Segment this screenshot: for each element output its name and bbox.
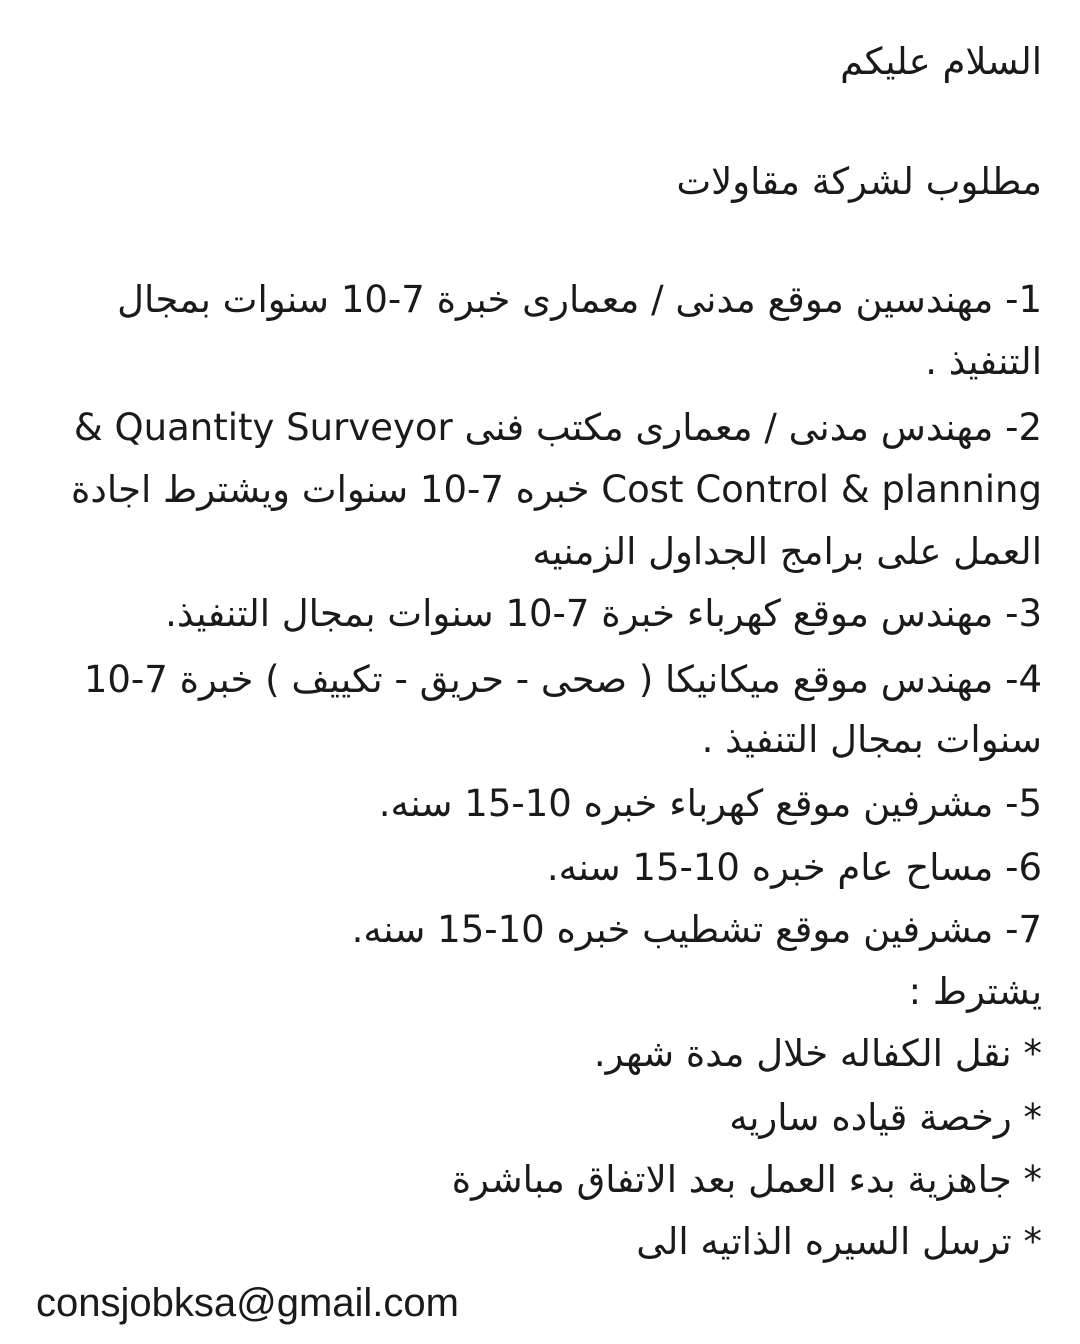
- position-7-line-1: 7- مشرفين موقع تشطيب خبره 10-15 سنه.: [351, 908, 1042, 951]
- email-link[interactable]: consjobksa@gmail.com: [36, 1281, 459, 1325]
- intro-line: مطلوب لشركة مقاولات: [676, 160, 1042, 203]
- requirement-1: * نقل الكفاله خلال مدة شهر.: [593, 1032, 1042, 1075]
- position-5-line-1: 5- مشرفين موقع كهرباء خبره 10-15 سنه.: [378, 782, 1042, 825]
- position-4-line-1: 4- مهندس موقع ميكانيكا ( صحى - حريق - تكييف ) خبرة 7-10: [83, 658, 1042, 701]
- position-2-line-3: العمل على برامج الجداول الزمنيه: [532, 530, 1042, 573]
- requirement-2: * رخصة قياده ساريه: [729, 1096, 1042, 1139]
- requirement-3: * جاهزية بدء العمل بعد الاتفاق مباشرة: [451, 1158, 1042, 1201]
- position-1-line-2: التنفيذ .: [925, 340, 1042, 383]
- requirements-title: يشترط :: [908, 970, 1042, 1013]
- requirement-4: * ترسل السيره الذاتيه الى: [636, 1220, 1042, 1263]
- greeting: السلام عليكم: [840, 40, 1042, 83]
- position-3-line-1: 3- مهندس موقع كهرباء خبرة 7-10 سنوات بمجال التنفيذ.: [165, 592, 1042, 635]
- position-6-line-1: 6- مساح عام خبره 10-15 سنه.: [546, 846, 1042, 889]
- position-2-line-1: 2- مهندس مدنى / معمارى مكتب فنى Quantity Surveyor &: [73, 406, 1042, 449]
- position-1-line-1: 1- مهندسين موقع مدنى / معمارى خبرة 7-10 سنوات بمجال: [117, 278, 1042, 321]
- position-4-line-2: سنوات بمجال التنفيذ .: [701, 718, 1042, 761]
- position-2-line-2: Cost Control & planning خبره 7-10 سنوات ويشترط اجادة: [70, 468, 1042, 511]
